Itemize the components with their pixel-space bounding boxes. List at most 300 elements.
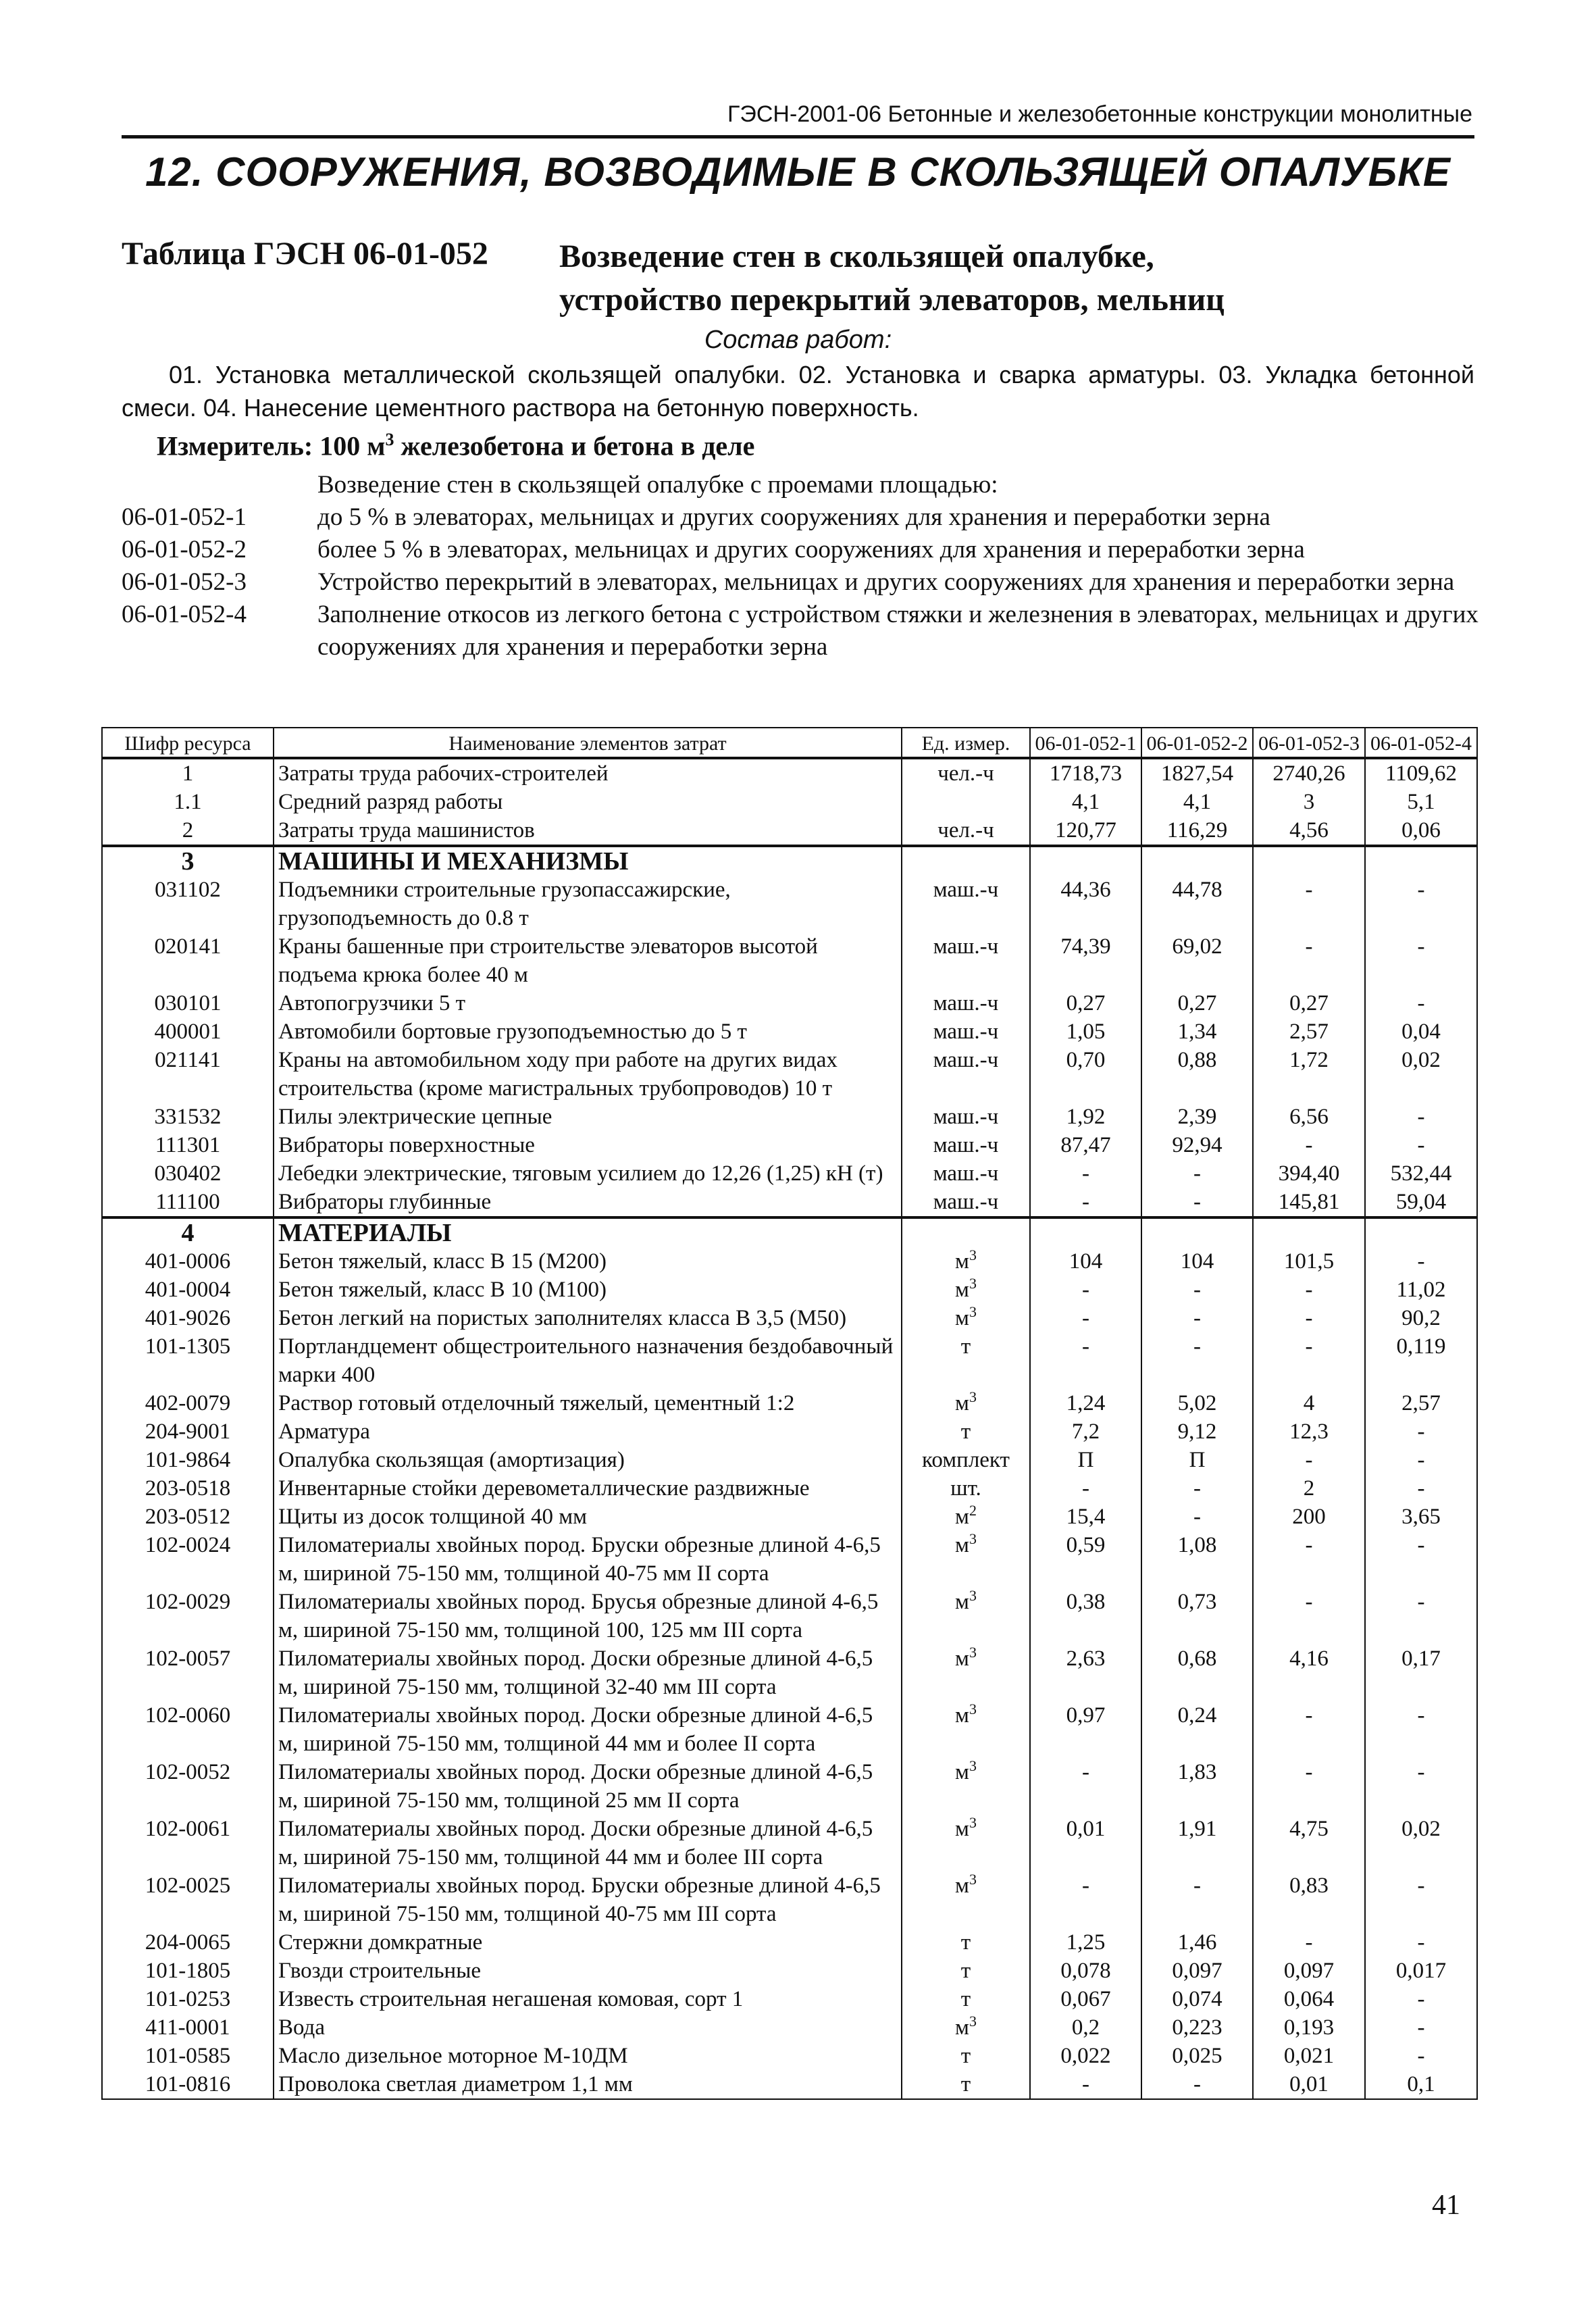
running-header: ГЭСН-2001-06 Бетонные и железобетонные конструкции монолитные [727,101,1472,127]
table-title-line-1: Возведение стен в скользящей опалубке, [559,238,1154,274]
norm-value-cell-3 [1253,846,1365,876]
unit-cell [902,1332,1030,1389]
unit-superscript: 3 [969,1587,977,1604]
norms-table [101,727,1478,2100]
norm-value-cell-1: 1,25 [1030,1928,1141,1957]
unit-superscript: 3 [969,1388,977,1405]
resource-code-cell: 102-0029 [102,1588,274,1644]
table-row [102,2013,1477,2042]
variant-desc: Заполнение откосов из легкого бетона с устройством стяжки и железнения в элеваторах, мельницах и других сооружениях для хранения и переработки зерна [317,601,1478,661]
norm-value-cell-1: 0,2 [1030,2013,1141,2042]
unit-cell [902,1985,1030,2013]
unit-text: м [955,1306,969,1330]
resource-code-cell: 401-0006 [102,1247,274,1276]
norm-value-cell-1: 44,36 [1030,876,1141,932]
norm-value-cell-1: 0,70 [1030,1046,1141,1103]
norm-value-cell-3: 12,3 [1253,1417,1365,1446]
resource-code-cell: 102-0057 [102,1644,274,1701]
cost-element-cell: Автопогрузчики 5 т [274,989,902,1017]
unit-cell [902,1815,1030,1871]
unit-cell [902,1701,1030,1758]
cost-element-cell: Автомобили бортовые грузоподъемностью до 5 т [274,1017,902,1046]
variant-item [122,599,1479,663]
meter-label: Измеритель: [157,430,313,461]
norm-value-cell-1: 0,97 [1030,1701,1141,1758]
norm-value-cell-1: 104 [1030,1247,1141,1276]
resource-code-cell: 111301 [102,1131,274,1159]
unit-cell [902,2070,1030,2099]
norm-value-cell-3: - [1253,1446,1365,1474]
resource-code-cell: 030402 [102,1159,274,1188]
unit-cell [902,816,1030,846]
norm-value-cell-4: 0,04 [1365,1017,1477,1046]
cost-element-cell: Бетон легкий на пористых заполнителях класса В 3,5 (М50) [274,1304,902,1332]
table-row [102,1188,1477,1217]
unit-text: т [960,1419,971,1444]
norm-value-cell-4: - [1365,876,1477,932]
variants-intro: Возведение стен в скользящей опалубке с проемами площадью: [317,471,998,499]
norm-value-cell-4: - [1365,1131,1477,1159]
unit-cell [902,1159,1030,1188]
resource-code-cell: 411-0001 [102,2013,274,2042]
resource-code-cell: 101-1305 [102,1332,274,1389]
norm-value-cell-2: П [1141,1446,1253,1474]
table-header-row [102,728,1477,758]
norm-value-cell-3: 394,40 [1253,1159,1365,1188]
unit-text: м [955,1646,969,1671]
unit-cell [902,758,1030,788]
norm-value-cell-3 [1253,1217,1365,1247]
resource-code-cell: 4 [102,1217,274,1247]
unit-cell [902,932,1030,989]
unit-text: маш.-ч [933,1161,999,1186]
unit-text: чел.-ч [937,818,994,842]
unit-cell [902,1017,1030,1046]
norm-value-cell-4: - [1365,1417,1477,1446]
cost-element-cell: Пиломатериалы хвойных пород. Брусья обрезные длиной 4-6,5 м, шириной 75-150 мм, толщиной 100, 125 мм III сорта [274,1588,902,1644]
norm-value-cell-1: - [1030,1188,1141,1217]
unit-text: маш.-ч [933,1020,999,1044]
resource-code-cell: 020141 [102,932,274,989]
meter-value: 100 м [319,430,386,461]
norm-value-cell-4: - [1365,2013,1477,2042]
norm-value-cell-4: 59,04 [1365,1188,1477,1217]
resource-code-cell: 101-9864 [102,1446,274,1474]
norm-value-cell-1 [1030,1217,1141,1247]
norm-value-cell-3: 1,72 [1253,1046,1365,1103]
resource-code-cell: 1 [102,758,274,788]
norm-value-cell-2: - [1141,1188,1253,1217]
cost-element-cell: Краны башенные при строительстве элеваторов высотой подъема крюка более 40 м [274,932,902,989]
unit-cell [902,1131,1030,1159]
resource-code-cell: 101-0585 [102,2042,274,2070]
resource-code-cell: 402-0079 [102,1389,274,1417]
resource-code-cell: 111100 [102,1188,274,1217]
norm-value-cell-3: 0,097 [1253,1957,1365,1985]
norm-value-cell-3: - [1253,1304,1365,1332]
norm-value-cell-1: - [1030,1304,1141,1332]
cost-element-cell: Раствор готовый отделочный тяжелый, цементный 1:2 [274,1389,902,1417]
norm-value-cell-4: 0,06 [1365,816,1477,846]
unit-text: м [955,1249,969,1274]
norm-value-cell-2: - [1141,1474,1253,1503]
unit-text: маш.-ч [933,1048,999,1072]
cost-element-cell: Вибраторы глубинные [274,1188,902,1217]
cost-element-cell: Бетон тяжелый, класс В 15 (М200) [274,1247,902,1276]
resource-code-cell: 031102 [102,876,274,932]
norm-value-cell-1: - [1030,1758,1141,1815]
norm-value-cell-2: 0,68 [1141,1644,1253,1701]
variant-item [122,534,1479,566]
cost-element-cell: Пиломатериалы хвойных пород. Доски обрезные длиной 4-6,5 м, шириной 75-150 мм, толщиной 32-40 мм III сорта [274,1644,902,1701]
norm-value-cell-2: 0,097 [1141,1957,1253,1985]
meter-rest: железобетона и бетона в деле [401,430,755,461]
cost-element-cell: МАШИНЫ И МЕХАНИЗМЫ [274,846,902,876]
unit-text: м [955,1760,969,1784]
table-group-row [102,846,1477,876]
norm-value-cell-3: 0,83 [1253,1871,1365,1928]
unit-cell [902,1304,1030,1332]
unit-cell [902,1588,1030,1644]
unit-superscript: 3 [969,1303,977,1320]
unit-superscript: 3 [969,1814,977,1831]
resource-code-cell: 401-0004 [102,1276,274,1304]
norm-value-cell-3: 0,27 [1253,989,1365,1017]
norm-value-cell-2: - [1141,1276,1253,1304]
cost-element-cell: Пиломатериалы хвойных пород. Доски обрезные длиной 4-6,5 м, шириной 75-150 мм, толщиной 44 мм и более II сорта [274,1701,902,1758]
norm-value-cell-3: - [1253,876,1365,932]
norm-value-cell-1: - [1030,1474,1141,1503]
header-resource-code: Шифр ресурса [102,728,274,758]
resource-code-cell: 102-0024 [102,1531,274,1588]
unit-cell [902,876,1030,932]
norm-value-cell-4: 0,1 [1365,2070,1477,2099]
table-row [102,1758,1477,1815]
variant-code: 06-01-052-1 [122,503,247,531]
cost-element-cell: Масло дизельное моторное М-10ДМ [274,2042,902,2070]
norm-value-cell-1: - [1030,1159,1141,1188]
unit-cell [902,1103,1030,1131]
norm-value-cell-1: - [1030,1871,1141,1928]
header-norm-2: 06-01-052-2 [1141,728,1253,758]
resource-code-cell: 2 [102,816,274,846]
table-row [102,1046,1477,1103]
table-row [102,1644,1477,1701]
norm-value-cell-2: 1827,54 [1141,758,1253,788]
header-norm-1: 06-01-052-1 [1030,728,1141,758]
unit-text: т [960,1987,971,2011]
works-heading: Состав работ: [704,326,892,354]
unit-cell [902,1474,1030,1503]
norm-value-cell-4: - [1365,2042,1477,2070]
unit-cell [902,1957,1030,1985]
table-row [102,1701,1477,1758]
norm-value-cell-2: 1,34 [1141,1017,1253,1046]
table-row [102,816,1477,846]
cost-element-cell: Лебедки электрические, тяговым усилием до 12,26 (1,25) кН (т) [274,1159,902,1188]
meter-unit-sup: 3 [385,430,394,449]
resource-code-cell: 021141 [102,1046,274,1103]
table-row [102,1815,1477,1871]
cost-element-cell: Щиты из досок толщиной 40 мм [274,1503,902,1531]
header-unit: Ед. измер. [902,728,1030,758]
unit-cell [902,1928,1030,1957]
variant-code: 06-01-052-2 [122,536,247,563]
unit-cell [902,1446,1030,1474]
norm-value-cell-1: 0,27 [1030,989,1141,1017]
table-body [102,758,1477,2099]
header-rule [122,135,1474,139]
norm-value-cell-2: - [1141,1159,1253,1188]
cost-element-cell: Затраты труда машинистов [274,816,902,846]
norm-value-cell-1: 87,47 [1030,1131,1141,1159]
unit-text: маш.-ч [933,934,999,959]
unit-cell [902,1046,1030,1103]
resource-code-cell: 101-1805 [102,1957,274,1985]
norm-value-cell-4: 0,02 [1365,1815,1477,1871]
norm-value-cell-2: 104 [1141,1247,1253,1276]
resource-code-cell: 101-0816 [102,2070,274,2099]
norm-value-cell-4: - [1365,1588,1477,1644]
norm-value-cell-4: 0,017 [1365,1957,1477,1985]
unit-superscript: 2 [969,1502,977,1519]
table-row [102,1957,1477,1985]
unit-text: маш.-ч [933,1190,999,1214]
table-row [102,788,1477,816]
cost-element-cell: Пиломатериалы хвойных пород. Доски обрезные длиной 4-6,5 м, шириной 75-150 мм, толщиной 25 мм II сорта [274,1758,902,1815]
norm-value-cell-2: 0,88 [1141,1046,1253,1103]
unit-text: м [955,1505,969,1529]
norm-value-cell-4: 11,02 [1365,1276,1477,1304]
norm-value-cell-4 [1365,846,1477,876]
cost-element-cell: Вибраторы поверхностные [274,1131,902,1159]
norm-value-cell-2: 0,24 [1141,1701,1253,1758]
resource-code-cell: 3 [102,846,274,876]
norm-value-cell-1: - [1030,1276,1141,1304]
norm-value-cell-4: 0,119 [1365,1332,1477,1389]
norm-value-cell-4: - [1365,989,1477,1017]
norm-value-cell-4: - [1365,1985,1477,2013]
cost-element-cell: Арматура [274,1417,902,1446]
header-cost-element: Наименование элементов затрат [274,728,902,758]
norm-value-cell-1: - [1030,1332,1141,1389]
resource-code-cell: 101-0253 [102,1985,274,2013]
norm-value-cell-2: 69,02 [1141,932,1253,989]
norm-value-cell-2: 2,39 [1141,1103,1253,1131]
unit-text: м [955,1533,969,1557]
norm-value-cell-3: - [1253,932,1365,989]
unit-cell [902,2042,1030,2070]
norm-value-cell-3: - [1253,1131,1365,1159]
unit-text: м [955,1817,969,1841]
norm-value-cell-3: 145,81 [1253,1188,1365,1217]
resource-code-cell: 331532 [102,1103,274,1131]
norm-value-cell-2: - [1141,2070,1253,2099]
norm-value-cell-4: - [1365,1701,1477,1758]
norm-value-cell-1: 0,01 [1030,1815,1141,1871]
norm-value-cell-3: 0,064 [1253,1985,1365,2013]
table-row [102,1503,1477,1531]
cost-element-cell: Инвентарные стойки деревометаллические раздвижные [274,1474,902,1503]
unit-cell [902,2013,1030,2042]
section-title: 12. СООРУЖЕНИЯ, ВОЗВОДИМЫЕ В СКОЛЬЗЯЩЕЙ ОПАЛУБКЕ [145,149,1451,195]
norm-value-cell-1: 0,59 [1030,1531,1141,1588]
norm-value-cell-2: 0,074 [1141,1985,1253,2013]
cost-element-cell: Бетон тяжелый, класс В 10 (М100) [274,1276,902,1304]
table-row [102,1446,1477,1474]
norm-value-cell-1: 0,067 [1030,1985,1141,2013]
norm-value-cell-1: 7,2 [1030,1417,1141,1446]
norm-value-cell-4: 532,44 [1365,1159,1477,1188]
table-row [102,1474,1477,1503]
table-row [102,1332,1477,1389]
norm-value-cell-2 [1141,846,1253,876]
unit-text: м [955,1873,969,1898]
cost-element-cell: Подъемники строительные грузопассажирские, грузоподъемность до 0.8 т [274,876,902,932]
cost-element-cell: Пилы электрические цепные [274,1103,902,1131]
variant-desc: до 5 % в элеваторах, мельницах и других сооружениях для хранения и переработки зерна [317,503,1270,531]
unit-superscript: 3 [969,1871,977,1888]
norm-value-cell-3: - [1253,1276,1365,1304]
norm-value-cell-2: 0,223 [1141,2013,1253,2042]
norm-value-cell-2: 4,1 [1141,788,1253,816]
unit-text: чел.-ч [937,761,994,786]
cost-element-cell: Краны на автомобильном ходу при работе на других видах строительства (кроме магистральных трубопроводов) 10 т [274,1046,902,1103]
resource-code-cell: 400001 [102,1017,274,1046]
cost-element-cell: Известь строительная негашеная комовая, сорт 1 [274,1985,902,2013]
norm-value-cell-1: 15,4 [1030,1503,1141,1531]
norm-value-cell-3: 200 [1253,1503,1365,1531]
variant-item [122,566,1479,599]
table-row [102,1247,1477,1276]
norm-value-cell-3: 0,01 [1253,2070,1365,2099]
norm-value-cell-1: - [1030,2070,1141,2099]
unit-superscript: 3 [969,1701,977,1717]
variants-list [122,469,1479,663]
variant-desc: Устройство перекрытий в элеваторах, мельницах и других сооружениях для хранения и переработки зерна [317,568,1455,596]
unit-text: м [955,2015,969,2040]
variant-item [122,501,1479,534]
cost-element-cell: Пиломатериалы хвойных пород. Доски обрезные длиной 4-6,5 м, шириной 75-150 мм, толщиной 44 мм и более III сорта [274,1815,902,1871]
unit-text: м [955,1278,969,1302]
unit-superscript: 3 [969,2013,977,2030]
resource-code-cell: 203-0518 [102,1474,274,1503]
header-norm-3: 06-01-052-3 [1253,728,1365,758]
unit-superscript: 3 [969,1247,977,1263]
unit-cell [902,1389,1030,1417]
norm-value-cell-3: - [1253,1758,1365,1815]
cost-element-cell: Затраты труда рабочих-строителей [274,758,902,788]
norm-value-cell-1: 1,05 [1030,1017,1141,1046]
norm-value-cell-4: - [1365,1758,1477,1815]
unit-cell [902,1276,1030,1304]
norm-value-cell-3: 4,16 [1253,1644,1365,1701]
norm-value-cell-3: 4,56 [1253,816,1365,846]
norm-value-cell-2: - [1141,1332,1253,1389]
cost-element-cell: Вода [274,2013,902,2042]
cost-element-cell: Пиломатериалы хвойных пород. Бруски обрезные длиной 4-6,5 м, шириной 75-150 мм, толщиной 40-75 мм III сорта [274,1871,902,1928]
table-row [102,1871,1477,1928]
norm-value-cell-2: 5,02 [1141,1389,1253,1417]
norm-value-cell-4: 3,65 [1365,1503,1477,1531]
norm-value-cell-2 [1141,1217,1253,1247]
table-row [102,1276,1477,1304]
resource-code-cell: 030101 [102,989,274,1017]
unit-cell [902,989,1030,1017]
norm-value-cell-4: 90,2 [1365,1304,1477,1332]
resource-code-cell: 102-0052 [102,1758,274,1815]
norm-value-cell-3: 4 [1253,1389,1365,1417]
unit-cell [902,1503,1030,1531]
unit-text: м [955,1391,969,1415]
norm-value-cell-4: - [1365,1531,1477,1588]
unit-text: т [960,1334,971,1359]
unit-text: маш.-ч [933,1133,999,1157]
norm-value-cell-3: - [1253,1701,1365,1758]
norm-value-cell-1: П [1030,1446,1141,1474]
unit-cell [902,1644,1030,1701]
norm-value-cell-1: 0,022 [1030,2042,1141,2070]
unit-text: т [960,2072,971,2096]
norm-value-cell-2: 44,78 [1141,876,1253,932]
norm-value-cell-2: - [1141,1503,1253,1531]
norm-value-cell-1: 74,39 [1030,932,1141,989]
norm-value-cell-2: 92,94 [1141,1131,1253,1159]
norm-value-cell-2: - [1141,1304,1253,1332]
norm-value-cell-3: 2740,26 [1253,758,1365,788]
resource-code-cell: 203-0512 [102,1503,274,1531]
norm-value-cell-2: 1,08 [1141,1531,1253,1588]
norm-value-cell-2: 116,29 [1141,816,1253,846]
table-row [102,2070,1477,2099]
norm-value-cell-2: 1,83 [1141,1758,1253,1815]
norm-value-cell-3: - [1253,1332,1365,1389]
norm-value-cell-4: 0,02 [1365,1046,1477,1103]
unit-cell [902,1247,1030,1276]
table-title-line-2: устройство перекрытий элеваторов, мельниц [559,282,1225,318]
norm-value-cell-3: - [1253,1928,1365,1957]
norm-value-cell-4: - [1365,1474,1477,1503]
variant-code: 06-01-052-3 [122,568,247,596]
unit-superscript: 3 [969,1757,977,1774]
norm-value-cell-2: 0,025 [1141,2042,1253,2070]
norm-value-cell-3: 3 [1253,788,1365,816]
unit-superscript: 3 [969,1644,977,1661]
norm-value-cell-3: - [1253,1588,1365,1644]
unit-text: маш.-ч [933,878,999,902]
resource-code-cell: 102-0025 [102,1871,274,1928]
norm-value-cell-4: - [1365,1247,1477,1276]
norm-value-cell-2: 0,27 [1141,989,1253,1017]
norm-value-cell-1: 1718,73 [1030,758,1141,788]
table-row [102,1131,1477,1159]
norm-value-cell-4 [1365,1217,1477,1247]
table-row [102,876,1477,932]
norm-value-cell-3: 2 [1253,1474,1365,1503]
works-text: 01. Установка металлической скользящей опалубки. 02. Установка и сварка арматуры. 03. Укладка бетонной смеси. 04. Нанесение цементного раствора на бетонную поверхность. [122,361,1474,422]
norm-value-cell-1: 120,77 [1030,816,1141,846]
header-norm-4: 06-01-052-4 [1365,728,1477,758]
norm-value-cell-3: 0,021 [1253,2042,1365,2070]
norm-value-cell-1: 0,078 [1030,1957,1141,1985]
norm-value-cell-1: 4,1 [1030,788,1141,816]
unit-text: маш.-ч [933,1105,999,1129]
cost-element-cell: Опалубка скользящая (амортизация) [274,1446,902,1474]
norm-value-cell-4: - [1365,1871,1477,1928]
table-group-row [102,1217,1477,1247]
table-row [102,932,1477,989]
unit-cell [902,1217,1030,1247]
